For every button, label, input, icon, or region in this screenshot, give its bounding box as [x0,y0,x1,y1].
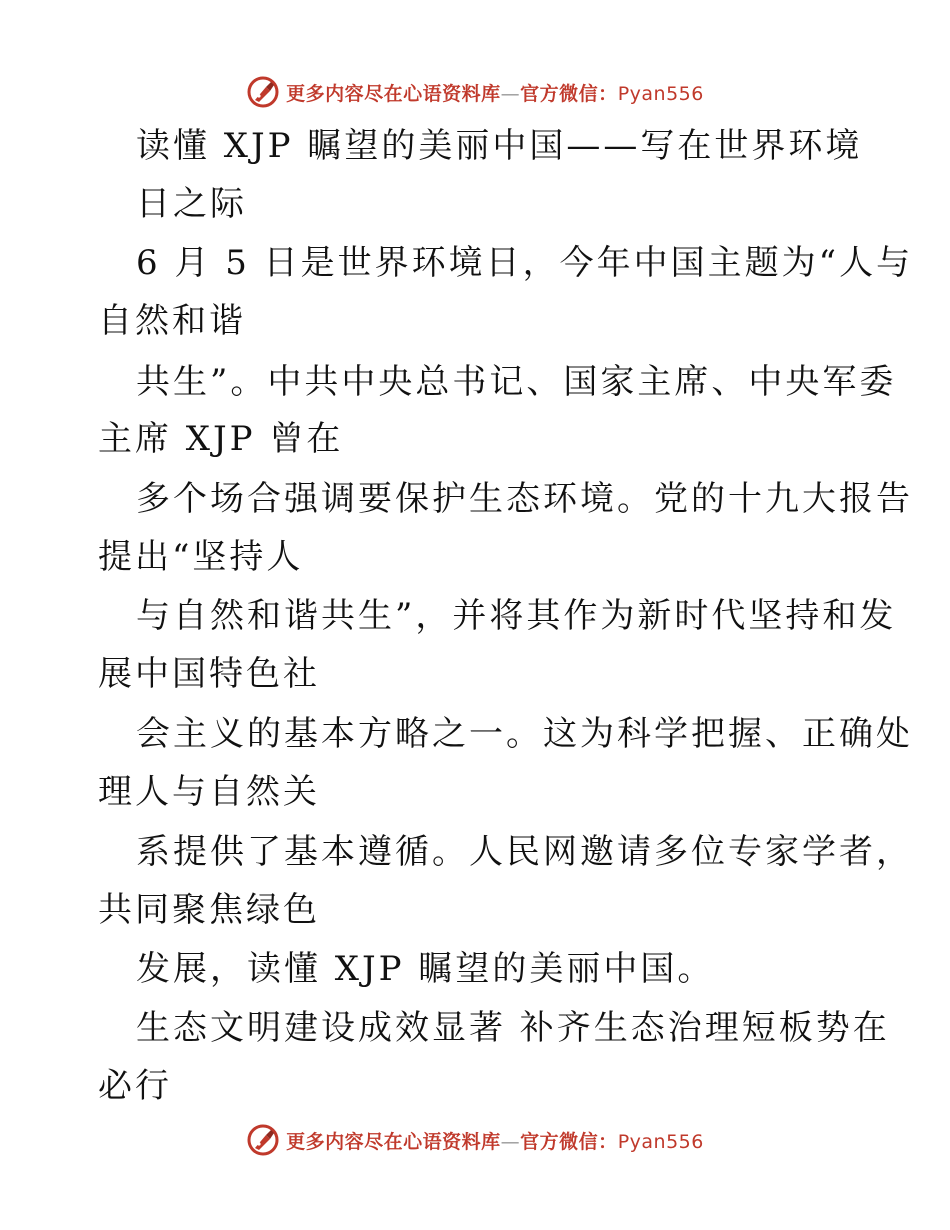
watermark-dash: — [500,82,521,105]
doc-text-line: 6 月 5 日是世界环境日，今年中国主题为“人与 [136,243,914,283]
doc-text-line: 共生”。中共中央总书记、国家主席、中央军委 [136,362,897,402]
watermark-wechat-label: 官方微信： [520,1130,618,1153]
doc-subheading-line: 必行 [98,1066,172,1106]
watermark-site: 更多内容尽在心语资料库 [286,82,501,105]
watermark-wechat-label: 官方微信： [520,82,618,105]
doc-title-line-1: 读懂 XJP 瞩望的美丽中国——写在世界环境 [136,126,863,166]
doc-text-line: 主席 XJP 曾在 [98,419,344,459]
watermark-site: 更多内容尽在心语资料库 [286,1130,501,1153]
doc-text-line: 共同聚焦绿色 [98,890,320,930]
doc-text-line: 自然和谐 [98,301,246,341]
doc-text-line: 发展，读懂 XJP 瞩望的美丽中国。 [136,949,715,989]
doc-text-line: 与自然和谐共生”，并将其作为新时代坚持和发 [136,596,897,636]
footer-watermark [0,1118,950,1162]
doc-text-line: 会主义的基本方略之一。这为科学把握、正确处 [136,714,913,754]
watermark-wechat-id: Pyan556 [617,82,704,105]
doc-text-line: 提出“坚持人 [98,537,304,577]
doc-title-line-2: 日之际 [136,184,247,224]
watermark-dash: — [500,1130,521,1153]
pen-nib-logo-icon [246,75,280,109]
header-watermark [0,70,950,114]
pen-nib-logo-icon [246,1123,280,1157]
doc-text-line: 展中国特色社 [98,654,320,694]
watermark-text [286,79,704,106]
doc-text-line: 多个场合强调要保护生态环境。党的十九大报告 [136,479,913,519]
doc-text-line: 理人与自然关 [98,772,320,812]
watermark-text [286,1127,704,1154]
watermark-wechat-id: Pyan556 [617,1130,704,1153]
doc-subheading-line: 生态文明建设成效显著 补齐生态治理短板势在 [136,1008,890,1048]
doc-text-line: 系提供了基本遵循。人民网邀请多位专家学者， [136,832,913,872]
